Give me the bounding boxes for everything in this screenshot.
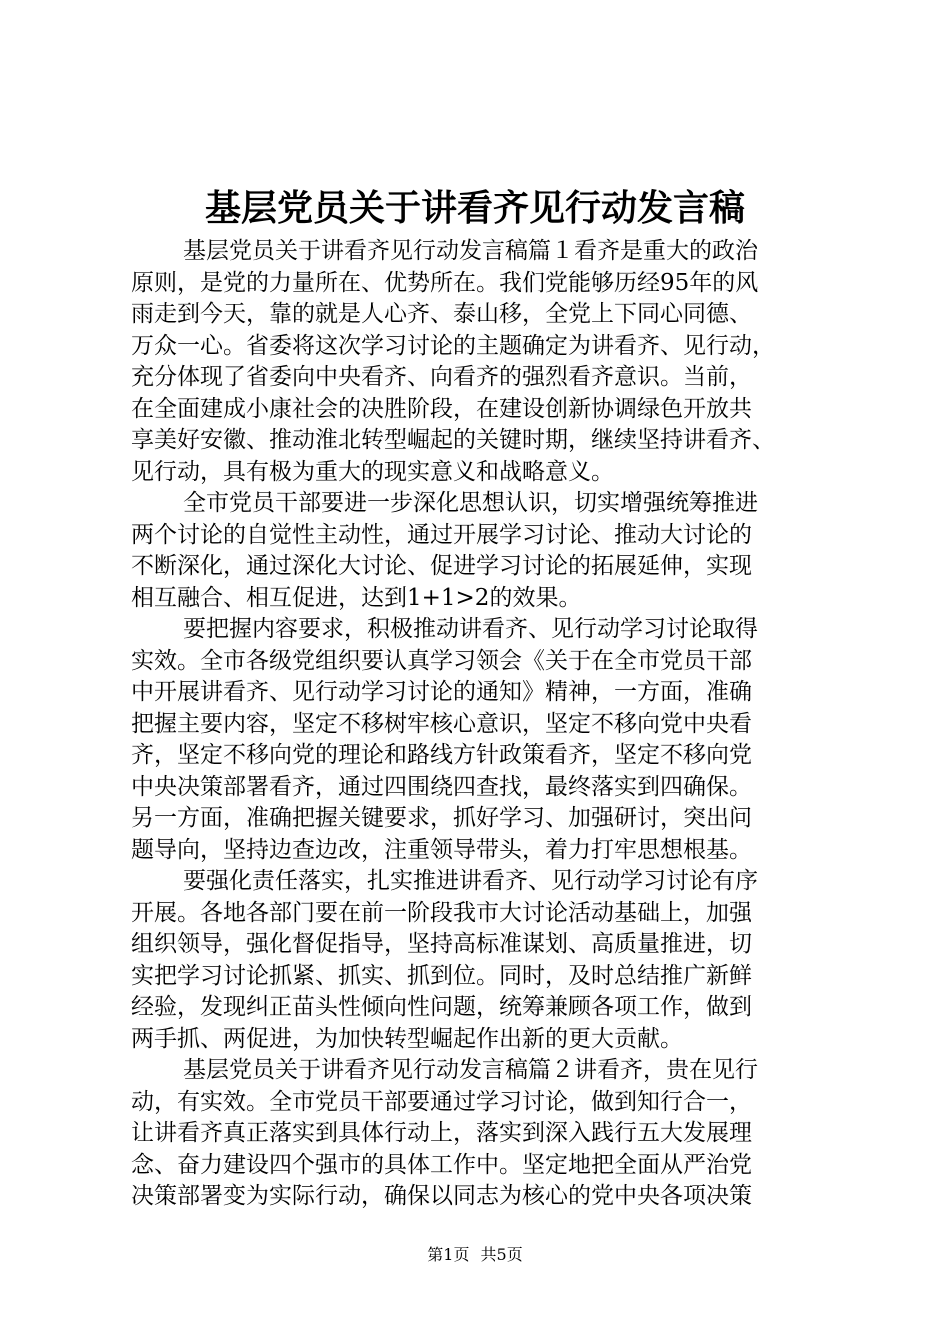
text-line: 见行动，具有极为重大的现实意义和战略意义。 [131, 458, 614, 485]
document-title: 基层党员关于讲看齐见行动发言稿 [204, 187, 745, 229]
text-line: 万众一心。省委将这次学习讨论的主题确定为讲看齐、见行动， [131, 332, 775, 359]
paragraph-4 [131, 866, 835, 1055]
text-line: 决策部署变为实际行动，确保以同志为核心的党中央各项决策 [131, 1183, 752, 1209]
text-line: 开展。各地各部门要在前一阶段我市大讨论活动基础上，加强 [131, 899, 752, 926]
text-line: 经验，发现纠正苗头性倾向性问题，统筹兼顾各项工作，做到 [131, 994, 752, 1020]
page-number: 第1页 [427, 1245, 470, 1264]
text-line: 两手抓、两促进，为加快转型崛起作出新的更大贡献。 [131, 1025, 683, 1052]
text-line: 中开展讲看齐、见行动学习讨论的通知》精神，一方面，准确 [131, 679, 752, 705]
text-line: 另一方面，准确把握关键要求，抓好学习、加强研讨，突出问 [131, 805, 752, 831]
text-line: 题导向，坚持边查边改，注重领导带头，着力打牢思想根基。 [131, 836, 752, 863]
text-line: 基层党员关于讲看齐见行动发言稿篇２讲看齐，贵在见行 [183, 1057, 758, 1083]
text-line: 相互融合、相互促进，达到1+1>2的效果。 [131, 584, 582, 611]
text-line: 不断深化，通过深化大讨论、促进学习讨论的拓展延伸，实现 [131, 553, 752, 579]
paragraph-1 [131, 236, 835, 488]
text-line: 基层党员关于讲看齐见行动发言稿篇１看齐是重大的政治 [183, 238, 758, 264]
text-line: 动，有实效。全市党员干部要通过学习讨论，做到知行合一， [131, 1088, 752, 1115]
paragraph-3 [131, 614, 835, 866]
paragraph-2 [131, 488, 835, 614]
text-line: 在全面建成小康社会的决胜阶段，在建设创新协调绿色开放共 [131, 395, 752, 422]
text-line: 让讲看齐真正落实到具体行动上，落实到深入践行五大发展理 [131, 1120, 752, 1146]
text-line: 要强化责任落实，扎实推进讲看齐、见行动学习讨论有序 [183, 868, 758, 894]
text-line: 原则，是党的力量所在、优势所在。我们党能够历经95年的风 [131, 269, 759, 296]
paragraph-5 [131, 1055, 835, 1213]
text-line: 要把握内容要求，积极推动讲看齐、见行动学习讨论取得 [183, 616, 758, 642]
text-line: 把握主要内容，坚定不移树牢核心意识，坚定不移向党中央看 [131, 710, 752, 737]
text-line: 充分体现了省委向中央看齐、向看齐的强烈看齐意识。当前， [131, 364, 752, 390]
text-line: 全市党员干部要进一步深化思想认识，切实增强统筹推进 [183, 490, 758, 516]
document-body [131, 236, 835, 1213]
text-line: 享美好安徽、推动淮北转型崛起的关键时期，继续坚持讲看齐、 [131, 427, 775, 453]
page-total: 共5页 [480, 1245, 523, 1264]
text-line: 念、奋力建设四个强市的具体工作中。坚定地把全面从严治党 [131, 1151, 752, 1178]
text-line: 齐，坚定不移向党的理论和路线方针政策看齐，坚定不移向党 [131, 742, 752, 768]
page-footer [0, 1245, 950, 1265]
text-line: 雨走到今天，靠的就是人心齐、泰山移，全党上下同心同德、 [131, 301, 752, 327]
text-line: 实把学习讨论抓紧、抓实、抓到位。同时，及时总结推广新鲜 [131, 962, 752, 989]
text-line: 实效。全市各级党组织要认真学习领会《关于在全市党员干部 [131, 647, 752, 674]
text-line: 中央决策部署看齐，通过四围绕四查找，最终落实到四确保。 [131, 773, 752, 800]
text-line: 组织领导，强化督促指导，坚持高标准谋划、高质量推进，切 [131, 931, 752, 957]
text-line: 两个讨论的自觉性主动性，通过开展学习讨论、推动大讨论的 [131, 521, 752, 548]
